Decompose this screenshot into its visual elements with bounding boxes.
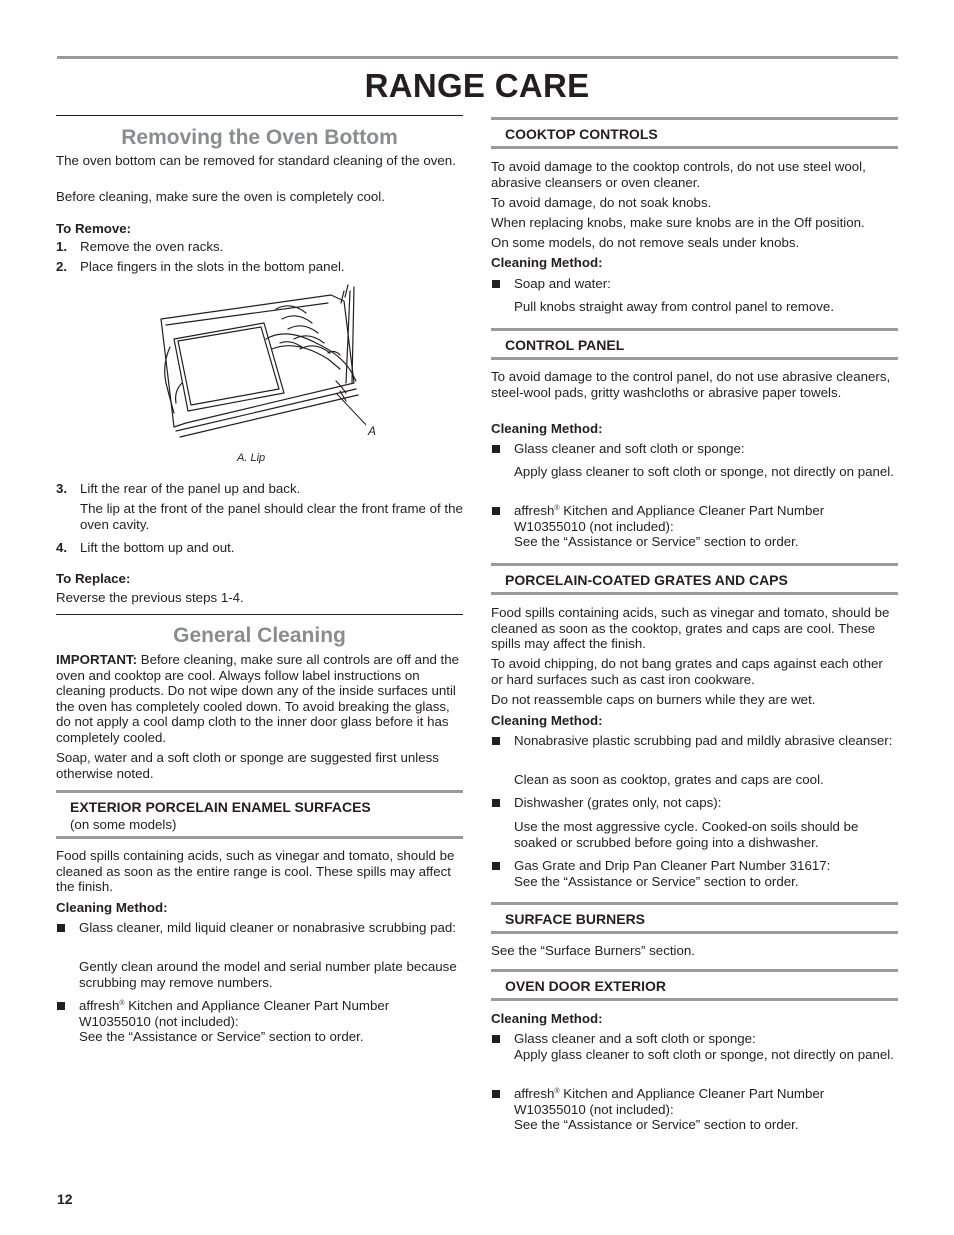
bullet-line: Glass cleaner and a soft cloth or sponge: <box>514 1031 756 1046</box>
bullet-text: Soap and water: <box>514 276 611 291</box>
exterior-label: EXTERIOR PORCELAIN ENAMEL SURFACES <box>70 799 371 815</box>
cleaning-method-label: Cleaning Method: <box>491 1011 603 1026</box>
step-text: Place fingers in the slots in the bottom panel. <box>80 259 345 274</box>
removing-intro-1: The oven bottom can be removed for standard cleaning of the oven. <box>56 153 456 168</box>
bullet-line: W10355010 (not included): <box>79 1013 239 1029</box>
registered-mark: ® <box>119 1000 125 1007</box>
exterior-header <box>56 790 463 839</box>
bullet-line: Gas Grate and Drip Pan Cleaner Part Number 31617: <box>514 858 831 873</box>
bullet-square-icon <box>492 507 500 515</box>
oven-door-header <box>491 969 898 1001</box>
cooktop-p3: When replacing knobs, make sure knobs are in the Off position. <box>491 215 865 230</box>
cleaning-method-label: Cleaning Method: <box>491 255 603 270</box>
bullet-text: Nonabrasive plastic scrubbing pad and mildly abrasive cleanser: <box>514 733 893 748</box>
page-number: 12 <box>57 1191 73 1207</box>
oven-door-label: OVEN DOOR EXTERIOR <box>505 978 667 994</box>
bullet-line: Kitchen and Appliance Cleaner Part Number <box>559 503 825 518</box>
control-panel-header <box>491 328 898 360</box>
registered-mark: ® <box>554 505 560 512</box>
bullet-square-icon <box>492 799 500 807</box>
exterior-bullet-1-note: Gently clean around the model and serial number plate because scrubbing may remove numbers. <box>79 959 457 990</box>
surface-burners-label: SURFACE BURNERS <box>505 911 646 927</box>
cooktop-p4: On some models, do not remove seals under knobs. <box>491 235 800 250</box>
bullet-text <box>514 1086 898 1133</box>
cleaning-method-label: Cleaning Method: <box>56 900 168 915</box>
cooktop-p2: To avoid damage, do not soak knobs. <box>491 195 712 210</box>
bullet-text <box>514 858 898 889</box>
step-number: 2. <box>56 259 68 274</box>
bullet-text <box>514 503 898 550</box>
bullet-square-icon <box>492 862 500 870</box>
control-panel-bullet-1-note: Apply glass cleaner to soft cloth or sponge, not directly on panel. <box>514 464 894 479</box>
bullet-line: Kitchen and Appliance Cleaner Part Number <box>559 1086 825 1101</box>
bullet-square-icon <box>57 1002 65 1010</box>
general-heading: General Cleaning <box>173 624 346 647</box>
grates-p1: Food spills containing acids, such as vinegar and tomato, should be cleaned as soon as the cooktop, grates and caps are cool. These spills may affect the finish. <box>491 605 890 651</box>
brand-name: affresh <box>514 1086 555 1101</box>
to-replace-label: To Replace: <box>56 571 131 586</box>
removing-heading: Removing the Oven Bottom <box>121 126 398 149</box>
bullet-square-icon <box>492 1090 500 1098</box>
top-rule <box>57 56 898 59</box>
bullet-line: See the “Assistance or Service” section to order. <box>514 873 799 889</box>
brand-name: affresh <box>514 503 555 518</box>
bullet-line: Kitchen and Appliance Cleaner Part Number <box>124 998 390 1013</box>
bullet-text <box>79 998 463 1045</box>
bullet-text: Glass cleaner and soft cloth or sponge: <box>514 441 745 456</box>
registered-mark: ® <box>554 1088 560 1095</box>
important-label: IMPORTANT: <box>56 652 138 667</box>
surface-burners-header <box>491 902 898 934</box>
surface-burners-p1: See the “Surface Burners” section. <box>491 943 695 958</box>
bullet-line: See the “Assistance or Service” section to order. <box>514 1117 799 1132</box>
bullet-line: See the “Assistance or Service” section to order. <box>514 534 799 549</box>
bullet-line: W10355010 (not included): <box>514 1101 674 1117</box>
oven-bottom-drawing <box>156 283 366 443</box>
bullet-line: See the “Assistance or Service” section to order. <box>79 1029 364 1044</box>
grates-bullet-2-note: Use the most aggressive cycle. Cooked-on soils should be soaked or scrubbed before going into a dishwasher. <box>514 819 859 850</box>
cooktop-bullet-1-note: Pull knobs straight away from control panel to remove. <box>514 299 835 314</box>
bullet-line: Apply glass cleaner to soft cloth or sponge, not directly on panel. <box>514 1046 894 1062</box>
bullet-text: Dishwasher (grates only, not caps): <box>514 795 722 810</box>
bullet-line: W10355010 (not included): <box>514 518 674 534</box>
step-text: Remove the oven racks. <box>80 239 224 254</box>
cooktop-p1: To avoid damage to the cooktop controls, do not use steel wool, abrasive cleansers or oven cleaner. <box>491 159 866 190</box>
step-3-note: The lip at the front of the panel should clear the front frame of the oven cavity. <box>80 501 463 532</box>
cleaning-method-label: Cleaning Method: <box>491 421 603 436</box>
important-paragraph <box>56 652 463 745</box>
bullet-square-icon <box>57 924 65 932</box>
grates-bullet-1-note: Clean as soon as cooktop, grates and caps are cool. <box>514 772 824 787</box>
control-panel-label: CONTROL PANEL <box>505 337 625 353</box>
bullet-text <box>514 1031 898 1062</box>
bullet-square-icon <box>492 737 500 745</box>
step-number: 1. <box>56 239 68 254</box>
soap-paragraph: Soap, water and a soft cloth or sponge are suggested first unless otherwise noted. <box>56 750 439 781</box>
brand-name: affresh <box>79 998 120 1013</box>
figure-caption: A. Lip <box>237 452 266 464</box>
bullet-square-icon <box>492 280 500 288</box>
bullet-square-icon <box>492 445 500 453</box>
page-title: RANGE CARE <box>364 67 590 104</box>
bullet-text: Glass cleaner, mild liquid cleaner or nonabrasive scrubbing pad: <box>79 920 456 935</box>
step-text: Lift the rear of the panel up and back. <box>80 481 301 496</box>
exterior-sublabel: (on some models) <box>70 817 177 832</box>
grates-label: PORCELAIN-COATED GRATES AND CAPS <box>505 572 788 588</box>
step-text: Lift the bottom up and out. <box>80 540 235 555</box>
grates-p2: To avoid chipping, do not bang grates and caps against each other or hard surfaces such as cast iron cookware. <box>491 656 883 687</box>
important-text: Before cleaning, make sure all controls are off and the oven and cooktop are cool. Always follow label instructions on cleaning products. Do not wipe down any of the inside surfaces until the oven has completely cooled down. To avoid breaking the glass, do not apply a cool damp cloth to the inner door glass before it has completely cooled. <box>56 652 460 745</box>
grates-header <box>491 563 898 595</box>
cleaning-method-label: Cleaning Method: <box>491 713 603 728</box>
exterior-text: Food spills containing acids, such as vinegar and tomato, should be cleaned as soon as the entire range is cool. These spills may affect the finish. <box>56 848 455 894</box>
section-rule <box>56 115 463 116</box>
cooktop-controls-header <box>491 117 898 149</box>
oven-bottom-illustration <box>156 283 377 443</box>
grates-p3: Do not reassemble caps on burners while they are wet. <box>491 692 816 707</box>
control-panel-p1: To avoid damage to the control panel, do not use abrasive cleaners, steel-wool pads, gritty washcloths or abrasive paper towels. <box>491 369 891 400</box>
figure-callout-a: A <box>368 424 377 438</box>
step-number: 3. <box>56 481 68 496</box>
step-number: 4. <box>56 540 68 555</box>
bullet-square-icon <box>492 1035 500 1043</box>
replace-text: Reverse the previous steps 1-4. <box>56 590 244 605</box>
to-remove-label: To Remove: <box>56 221 132 236</box>
removing-intro-2: Before cleaning, make sure the oven is completely cool. <box>56 189 385 204</box>
cooktop-controls-label: COOKTOP CONTROLS <box>505 126 658 142</box>
section-rule <box>56 614 463 615</box>
